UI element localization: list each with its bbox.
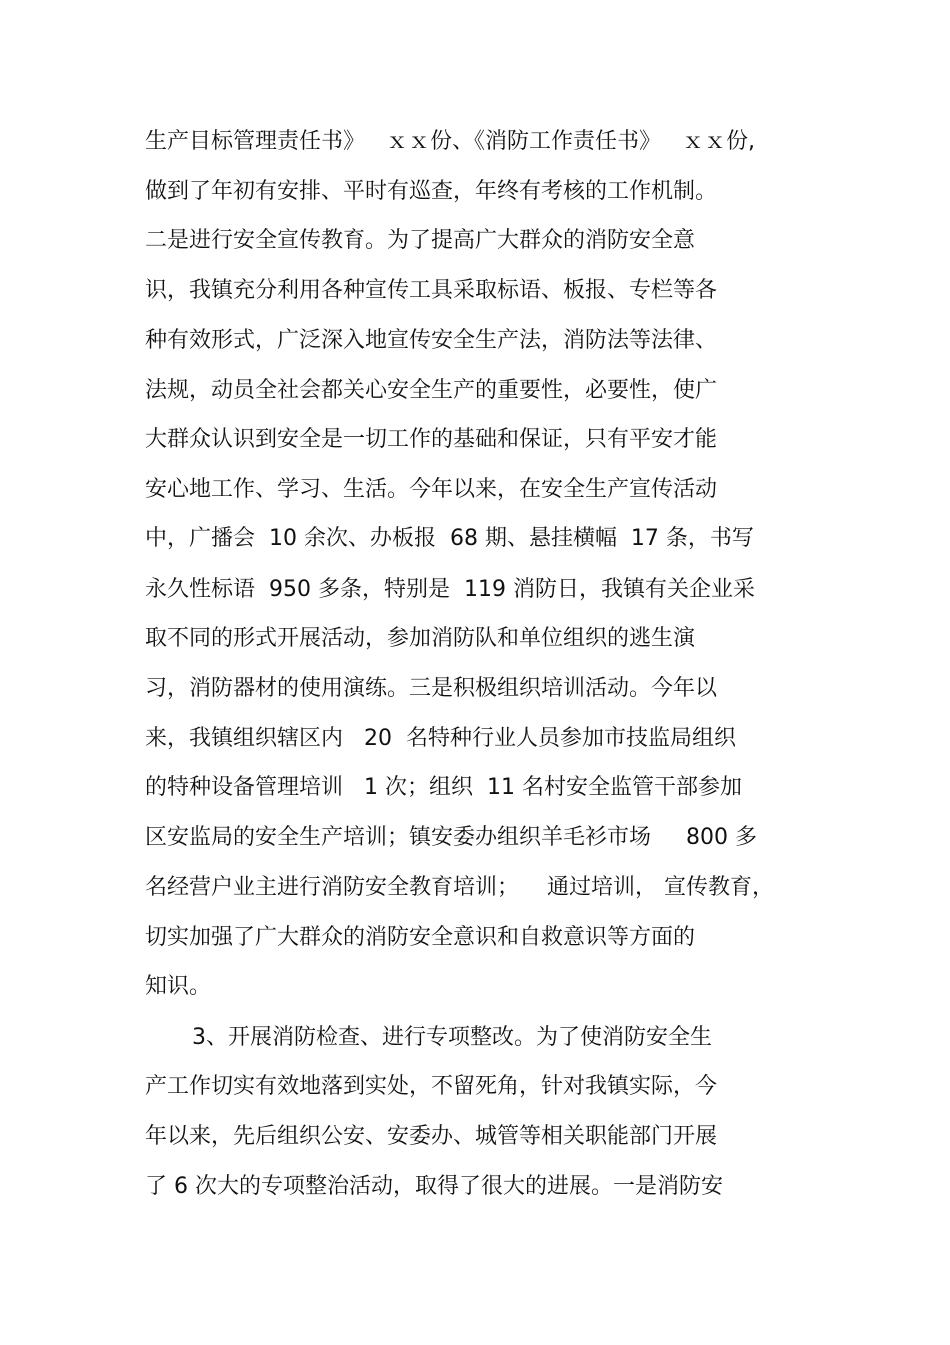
text-line: 做到了年初有安排、平时有巡查，年终有考核的工作机制。 — [145, 179, 718, 204]
text-line: 取不同的形式开展活动，参加消防队和单位组织的逃生演 — [145, 626, 696, 651]
text-line: 区安监局的安全生产培训；镇安委办组织羊毛衫市场 800 多 — [145, 825, 757, 850]
text-line: 法规，动员全社会都关心安全生产的重要性，必要性，使广 — [145, 378, 718, 403]
text-line: 中，广播会 10 余次、办板报 68 期、悬挂横幅 17 条，书写 — [145, 526, 754, 551]
text-line: 来，我镇组织辖区内 20 名特种行业人员参加市技监局组织 — [145, 726, 736, 751]
text-line: 种有效形式，广泛深入地宣传安全生产法，消防法等法律、 — [145, 328, 718, 353]
text-line: 的特种设备管理培训 1 次；组织 11 名村安全监管干部参加 — [145, 775, 742, 800]
text-line: 安心地工作、学习、生活。今年以来，在安全生产宣传活动 — [145, 477, 718, 502]
text-line: 名经营户业主进行消防安全教育培训； 通过培训， 宣传教育， — [145, 875, 774, 900]
text-line: 产工作切实有效地落到实处，不留死角，针对我镇实际，今 — [145, 1074, 718, 1099]
text-line: 大群众认识到安全是一切工作的基础和保证，只有平安才能 — [145, 427, 718, 452]
text-line: 了 6 次大的专项整治活动，取得了很大的进展。一是消防安 — [145, 1174, 723, 1199]
text-line: 年以来，先后组织公安、安委办、城管等相关职能部门开展 — [145, 1124, 718, 1149]
text-line: 习，消防器材的使用演练。三是积极组织培训活动。今年以 — [145, 676, 718, 701]
paragraph-heading: 3、开展消防检查、进行专项整改。为了使消防安全生 — [192, 1025, 712, 1050]
text-line: 切实加强了广大群众的消防安全意识和自救意识等方面的 — [145, 925, 696, 950]
text-line: 知识。 — [145, 974, 212, 999]
text-line: 永久性标语 950 多条，特别是 119 消防日，我镇有关企业采 — [145, 577, 755, 602]
text-line: 识，我镇充分利用各种宣传工具采取标语、板报、专栏等各 — [145, 278, 718, 303]
text-line: 二是进行安全宣传教育。为了提高广大群众的消防安全意 — [145, 228, 696, 253]
text-line: 生产目标管理责任书》 ｘｘ份、《消防工作责任书》 ｘｘ份, — [145, 129, 755, 154]
